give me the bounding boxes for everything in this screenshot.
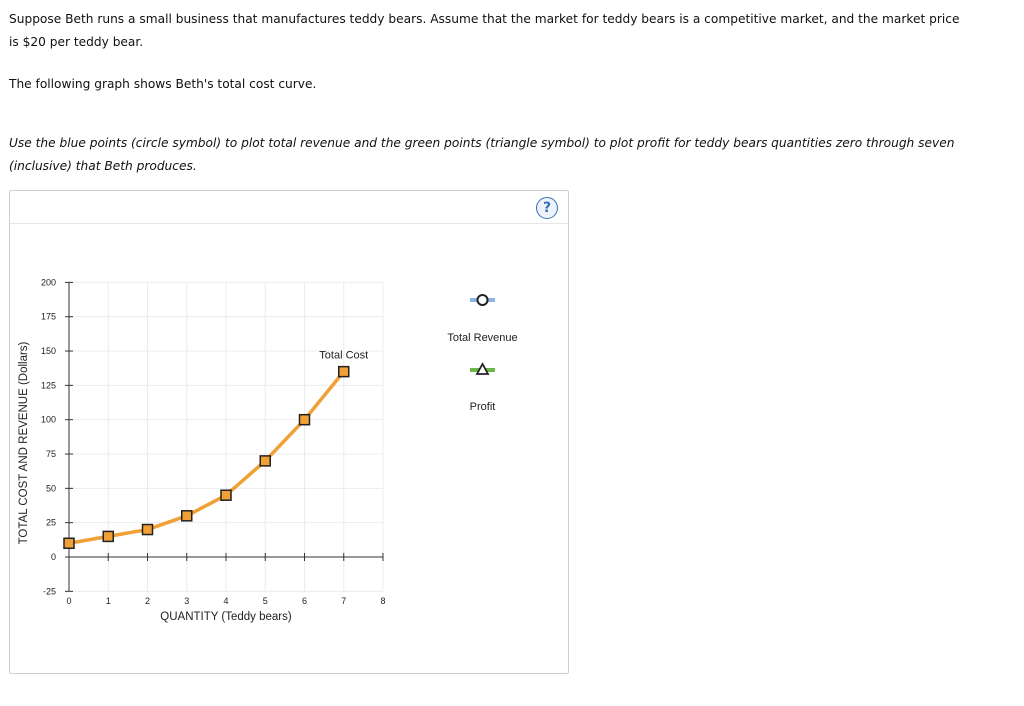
x-tick-label: 7 <box>341 596 347 606</box>
y-tick-label: 175 <box>40 311 56 322</box>
graph-description: The following graph shows Beth's total cost curve. <box>9 77 317 91</box>
total-cost-point <box>260 456 270 466</box>
x-tick-label: 6 <box>301 596 308 606</box>
chart-series[interactable] <box>64 350 368 549</box>
total-revenue-tool[interactable] <box>447 295 517 344</box>
total-cost-series-label: Total Cost <box>319 349 369 362</box>
total-revenue-label: Total Revenue <box>447 332 518 344</box>
y-tick-label: 75 <box>45 449 56 460</box>
y-tick-label: 200 <box>40 277 56 288</box>
profit-tool[interactable] <box>470 364 496 413</box>
question-circle-icon: ? <box>542 200 552 216</box>
x-tick-label: 4 <box>223 596 229 606</box>
chart-axes <box>41 277 386 606</box>
y-tick-label: -25 <box>42 586 56 597</box>
total-cost-point <box>143 525 153 535</box>
total-cost-point <box>339 367 349 377</box>
y-tick-label: 150 <box>40 346 56 357</box>
total-cost-point <box>182 511 192 521</box>
y-axis-label: TOTAL COST AND REVENUE (Dollars) <box>18 341 30 545</box>
y-tick-label: 125 <box>40 380 56 391</box>
x-tick-label: 8 <box>380 596 386 606</box>
x-tick-label: 5 <box>262 596 268 606</box>
total-cost-point <box>300 415 310 425</box>
x-tick-label: 3 <box>184 596 190 606</box>
x-tick-label: 1 <box>105 596 111 606</box>
profit-label: Profit <box>469 401 496 413</box>
chart-grid <box>69 282 383 591</box>
x-tick-label: 0 <box>66 596 72 606</box>
total-cost-point <box>221 490 231 500</box>
y-tick-label: 25 <box>45 517 56 528</box>
y-tick-label: 100 <box>40 414 56 425</box>
y-tick-label: 50 <box>45 483 56 494</box>
total-cost-point <box>103 531 113 541</box>
question-paragraph: Suppose Beth runs a small business that manufactures teddy bears. Assume that the market for teddy bears is a competitive market, and the market price is $20 per teddy bear. <box>9 12 960 49</box>
y-tick-label: 0 <box>50 552 56 562</box>
circle-point-tool-icon <box>478 295 488 305</box>
instruction-text: Use the blue points (circle symbol) to plot total revenue and the green points (triangle symbol) to plot profit for teddy bears quantities zero through seven (inclusive) that Beth produces. <box>9 136 955 173</box>
x-tick-label: 2 <box>144 596 151 606</box>
total-cost-point <box>64 538 74 548</box>
x-axis-label: QUANTITY (Teddy bears) <box>160 611 292 623</box>
total-cost-line <box>69 372 344 544</box>
